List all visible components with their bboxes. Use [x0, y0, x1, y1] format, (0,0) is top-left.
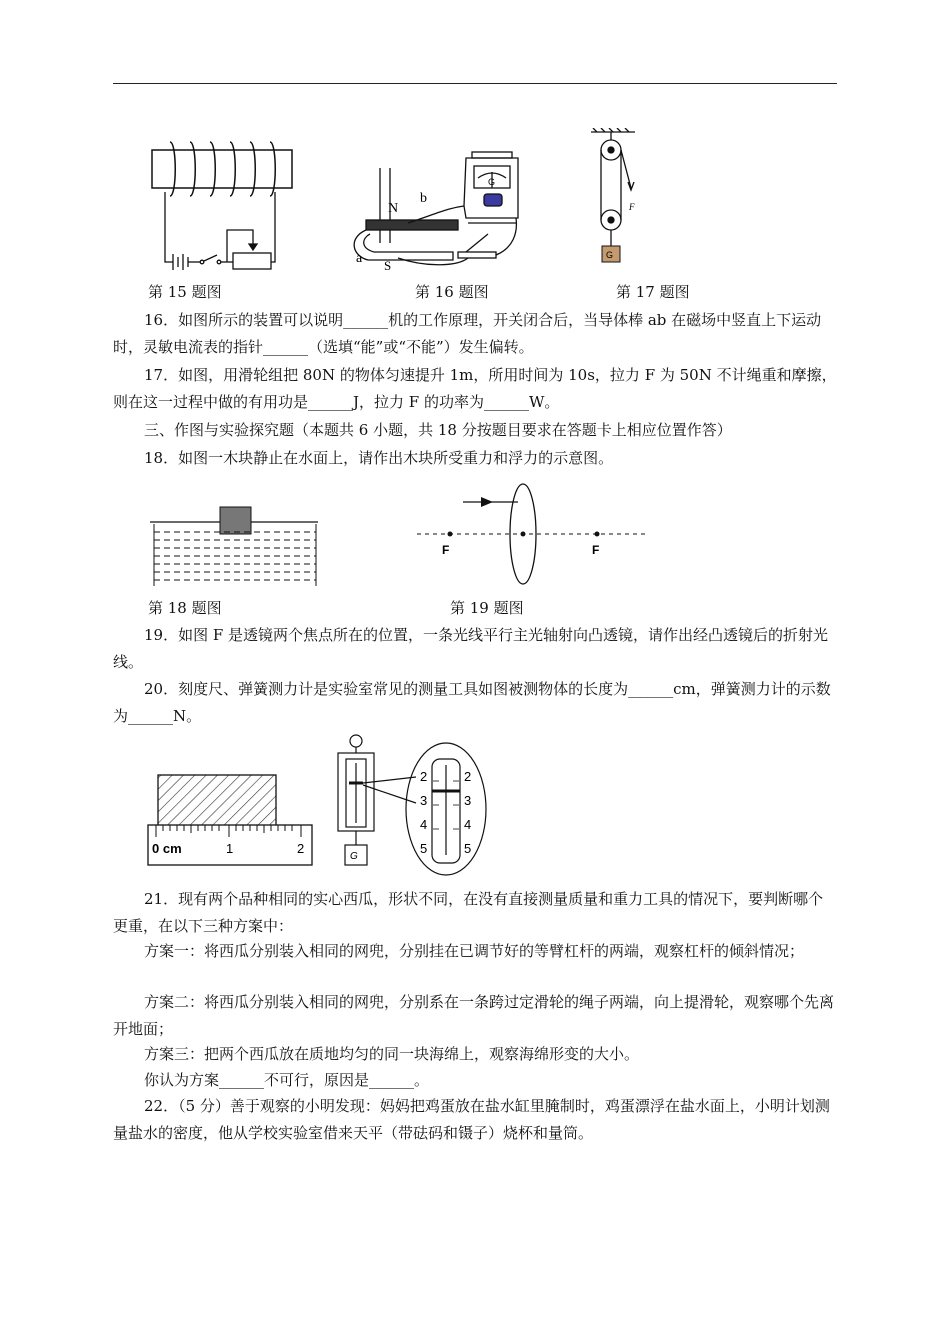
- fig20-scale-left-3: 3: [420, 793, 428, 808]
- fig20-scale-right-4: 4: [464, 817, 472, 832]
- fig19-label-F-right: F: [592, 543, 600, 557]
- fig17-label-G: G: [606, 250, 614, 260]
- fig20-scale-right-3: 3: [464, 793, 472, 808]
- fig19-label-F-left: F: [442, 543, 450, 557]
- caption-fig15: 第 15 题图: [148, 283, 222, 301]
- caption-fig19: 第 19 题图: [450, 599, 524, 617]
- fig16-label-N: N: [388, 201, 399, 216]
- fig20-scale-left-2: 2: [420, 769, 428, 784]
- fig20-ruler-label-0: 0 cm: [152, 841, 182, 856]
- section-3-heading: 三、作图与实验探究题（本题共 6 小题，共 18 分按题目要求在答题卡上相应位置作答）: [144, 421, 732, 439]
- fig20-scale-right-2: 2: [464, 769, 472, 784]
- figure-19-convex-lens: [415, 480, 647, 586]
- caption-fig16: 第 16 题图: [415, 283, 489, 301]
- fig16-label-G: G: [488, 177, 496, 187]
- fig16-label-a: a: [356, 251, 363, 266]
- plan-2: 方案二：将西瓜分别装入相同的网兜，分别系在一条跨过定滑轮的绳子两端，向上提滑轮，观察哪个先离开地面；: [113, 993, 835, 1038]
- question-17: 17．如图，用滑轮组把 80N 的物体匀速提升 1m，所用时间为 10s，拉力 F 为 50N 不计绳重和摩擦，则在这一过程中做的有用功是______J，拉力 F 的功率为______W。: [113, 366, 837, 411]
- figure-17-pulley: [585, 128, 645, 268]
- caption-fig18: 第 18 题图: [148, 599, 222, 617]
- fig20-ruler-label-1: 1: [226, 841, 234, 856]
- figure-20-ruler-and-spring-scale: [146, 733, 492, 878]
- fig20-scale-right-5: 5: [464, 841, 472, 856]
- fig20-ruler-label-2: 2: [297, 841, 305, 856]
- fig20-scale-left-4: 4: [420, 817, 428, 832]
- fig20-label-G: G: [350, 851, 358, 862]
- question-18: 18．如图一木块静止在水面上，请作出木块所受重力和浮力的示意图。: [144, 449, 614, 467]
- fig16-label-S: S: [384, 258, 392, 273]
- fig16-label-b: b: [420, 191, 427, 206]
- question-21-answer: 你认为方案______不可行，原因是______。: [144, 1071, 430, 1089]
- plan-3: 方案三：把两个西瓜放在质地均匀的同一块海绵上，观察海绵形变的大小。: [144, 1045, 640, 1063]
- figure-16-generator: [348, 148, 526, 273]
- question-16: 16．如图所示的装置可以说明______机的工作原理，开关闭合后，当导体棒 ab 在磁场中竖直上下运动时，灵敏电流表的指针______（选填“能”或“不能”）发生偏转。: [113, 311, 822, 356]
- figure-18-floating-block: [150, 502, 320, 587]
- fig17-label-F: F: [629, 202, 635, 212]
- fig20-scale-left-5: 5: [420, 841, 428, 856]
- question-19: 19．如图 F 是透镜两个焦点所在的位置，一条光线平行主光轴射向凸透镜，请作出经凸透镜后的折射光线。: [113, 626, 829, 671]
- header-rule: [113, 83, 837, 84]
- figure-15-electromagnet: [145, 140, 305, 275]
- caption-fig17: 第 17 题图: [616, 283, 690, 301]
- question-22: 22．（5 分）善于观察的小明发现：妈妈把鸡蛋放在盐水缸里腌制时，鸡蛋漂浮在盐水面上，小明计划测量盐水的密度，他从学校实验室借来天平（带砝码和镊子）烧杯和量筒。: [113, 1097, 830, 1142]
- question-21: 21．现有两个品种相同的实心西瓜，形状不同，在没有直接测量质量和重力工具的情况下，要判断哪个更重，在以下三种方案中：: [113, 890, 824, 935]
- question-20: 20．刻度尺、弹簧测力计是实验室常见的测量工具如图被测物体的长度为______cm，弹簧测力计的示数为______N。: [113, 680, 831, 725]
- plan-1: 方案一：将西瓜分别装入相同的网兜，分别挂在已调节好的等臂杠杆的两端，观察杠杆的倾斜情况；: [144, 942, 805, 960]
